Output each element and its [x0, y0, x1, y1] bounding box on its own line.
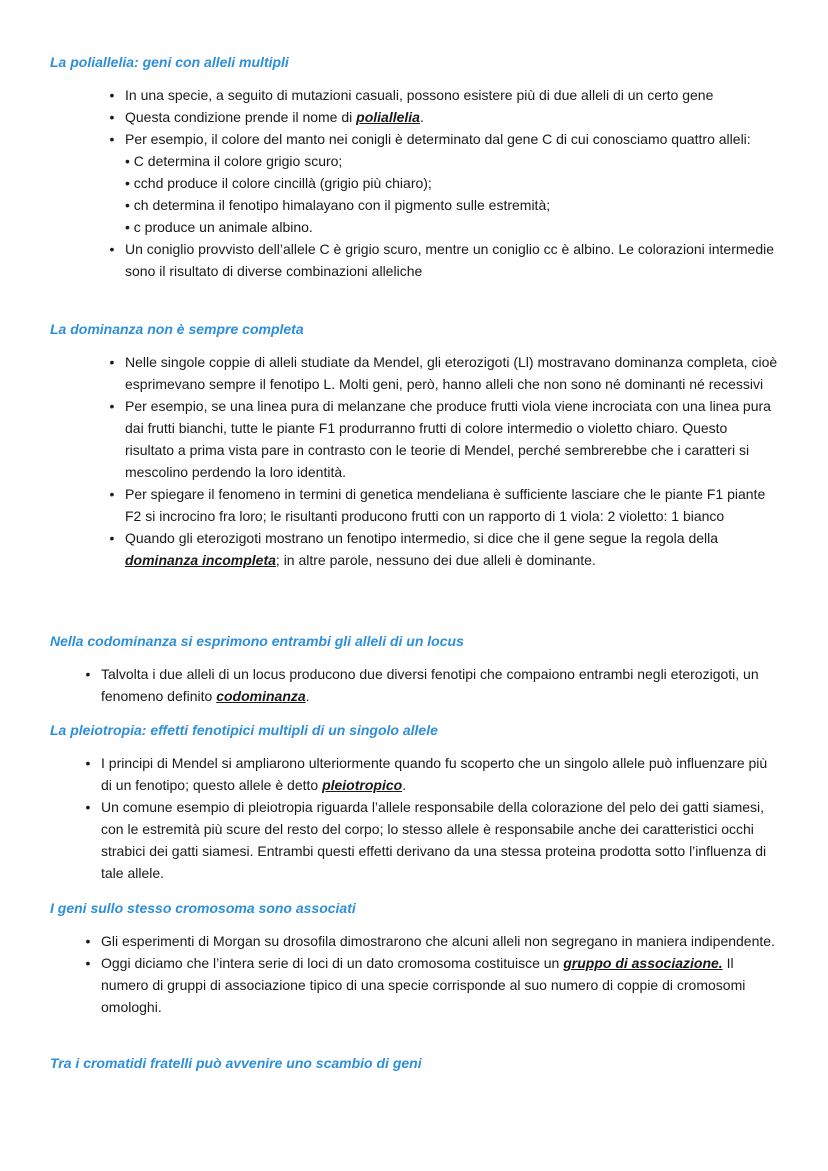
bullet-list — [100, 351, 780, 571]
list-item — [100, 84, 780, 106]
key-term: gruppo di associazione. — [563, 955, 723, 971]
list-item — [76, 952, 780, 1018]
item-text: Un coniglio provvisto dell’allele C è grigio scuro, mentre un coniglio cc è albino. Le colorazioni intermedie sono il risultato di diverse combinazioni alleliche — [125, 241, 775, 279]
sub-item: • cchd produce il colore cincillà (grigio più chiaro); — [125, 175, 432, 191]
list-item — [76, 796, 780, 884]
sub-item: • ch determina il fenotipo himalayano con il pigmento sulle estremità; — [125, 197, 551, 213]
key-term: poliallelia — [356, 109, 420, 125]
list-item — [100, 106, 780, 128]
bullet-icon: • — [109, 398, 115, 414]
bullet-list — [76, 752, 780, 884]
bullet-list — [76, 663, 780, 707]
item-text: . — [419, 109, 424, 125]
section-heading: Tra i cromatidi fratelli può avvenire uno scambio di geni — [50, 1055, 422, 1071]
item-text: Questa condizione prende il nome di — [125, 109, 357, 125]
list-item — [100, 128, 780, 238]
sub-item: • c produce un animale albino. — [125, 219, 313, 235]
bullet-icon: • — [85, 755, 91, 771]
list-item — [76, 752, 780, 796]
section-heading: Nella codominanza si esprimono entrambi gli alleli di un locus — [50, 633, 464, 649]
item-text: Per esempio, il colore del manto nei conigli è determinato dal gene C di cui conosciamo quattro alleli: — [125, 131, 751, 147]
item-text: Un comune esempio di pleiotropia riguarda l’allele responsabile della colorazione del pelo dei gatti siamesi, con le estremità più scure del resto del corpo; lo stesso allele è responsabile anche dei caratteristici occhi strabici dei gatti siamesi. Entrambi questi effetti derivano da una stessa proteina prodotta sotto l’influenza di tale allele. — [101, 799, 767, 881]
list-item — [100, 395, 780, 483]
bullet-icon: • — [85, 666, 91, 682]
list-item — [100, 483, 780, 527]
bullet-icon: • — [85, 799, 91, 815]
item-text: ; in altre parole, nessuno dei due alleli è dominante. — [275, 552, 596, 568]
bullet-icon: • — [109, 354, 115, 370]
item-text: Talvolta i due alleli di un locus producono due diversi fenotipi che compaiono entrambi negli eterozigoti, un fenomeno definito — [101, 666, 759, 704]
section-heading: I geni sullo stesso cromosoma sono associati — [50, 900, 356, 916]
item-text: Il numero di gruppi di associazione tipico di una specie corrisponde al suo numero di coppie di cromosomi omologhi. — [101, 955, 746, 1015]
item-text: Nelle singole coppie di alleli studiate da Mendel, gli eterozigoti (Ll) mostravano dominanza completa, cioè esprimevano sempre il fenotipo L. Molti geni, però, hanno alleli che non sono né dominanti né recessivi — [125, 354, 778, 392]
key-term: pleiotropico — [322, 777, 403, 793]
bullet-list — [100, 84, 780, 282]
bullet-icon: • — [85, 955, 91, 971]
item-text: Oggi diciamo che l’intera serie di loci di un dato cromosoma costituisce un — [101, 955, 564, 971]
item-text: I principi di Mendel si ampliarono ulteriormente quando fu scoperto che un singolo allele può influenzare più di un fenotipo; questo allele è detto — [101, 755, 768, 793]
item-text: Per esempio, se una linea pura di melanzane che produce frutti viola viene incrociata con una linea pura dai frutti bianchi, tutte le piante F1 produrranno frutti di colore intermedio o violetto chiaro. Questo risultato a prima vista pare in contrasto con le teorie di Mendel, perché sembrerebbe che i caratteri si mescolino perdendo la loro identità. — [125, 398, 771, 480]
item-text: Quando gli eterozigoti mostrano un fenotipo intermedio, si dice che il gene segue la regola della — [125, 530, 719, 546]
bullet-icon: • — [109, 241, 115, 257]
bullet-icon: • — [109, 486, 115, 502]
bullet-icon: • — [109, 131, 115, 147]
sub-item: • C determina il colore grigio scuro; — [125, 153, 343, 169]
bullet-icon: • — [109, 530, 115, 546]
list-item — [76, 663, 780, 707]
section-heading: La poliallelia: geni con alleli multipli — [50, 54, 289, 70]
item-text: . — [402, 777, 407, 793]
section-heading: La pleiotropia: effetti fenotipici multipli di un singolo allele — [50, 722, 438, 738]
item-text: . — [305, 688, 310, 704]
key-term: codominanza — [216, 688, 306, 704]
list-item — [100, 351, 780, 395]
list-item — [100, 527, 780, 571]
item-text: Per spiegare il fenomeno in termini di genetica mendeliana è sufficiente lasciare che le piante F1 piante F2 si incrocino fra loro; le risultanti producono frutti con un rapporto di 1 viola: 2 violetto: 1 bianco — [125, 486, 766, 524]
item-text: In una specie, a seguito di mutazioni casuali, possono esistere più di due alleli di un certo gene — [125, 87, 714, 103]
list-item — [100, 238, 780, 282]
bullet-icon: • — [85, 933, 91, 949]
section-heading: La dominanza non è sempre completa — [50, 321, 304, 337]
list-item — [76, 930, 780, 952]
bullet-icon: • — [109, 109, 115, 125]
bullet-icon: • — [109, 87, 115, 103]
bullet-list — [76, 930, 780, 1018]
key-term: dominanza incompleta — [125, 552, 276, 568]
item-text: Gli esperimenti di Morgan su drosofila dimostrarono che alcuni alleli non segregano in maniera indipendente. — [101, 933, 775, 949]
